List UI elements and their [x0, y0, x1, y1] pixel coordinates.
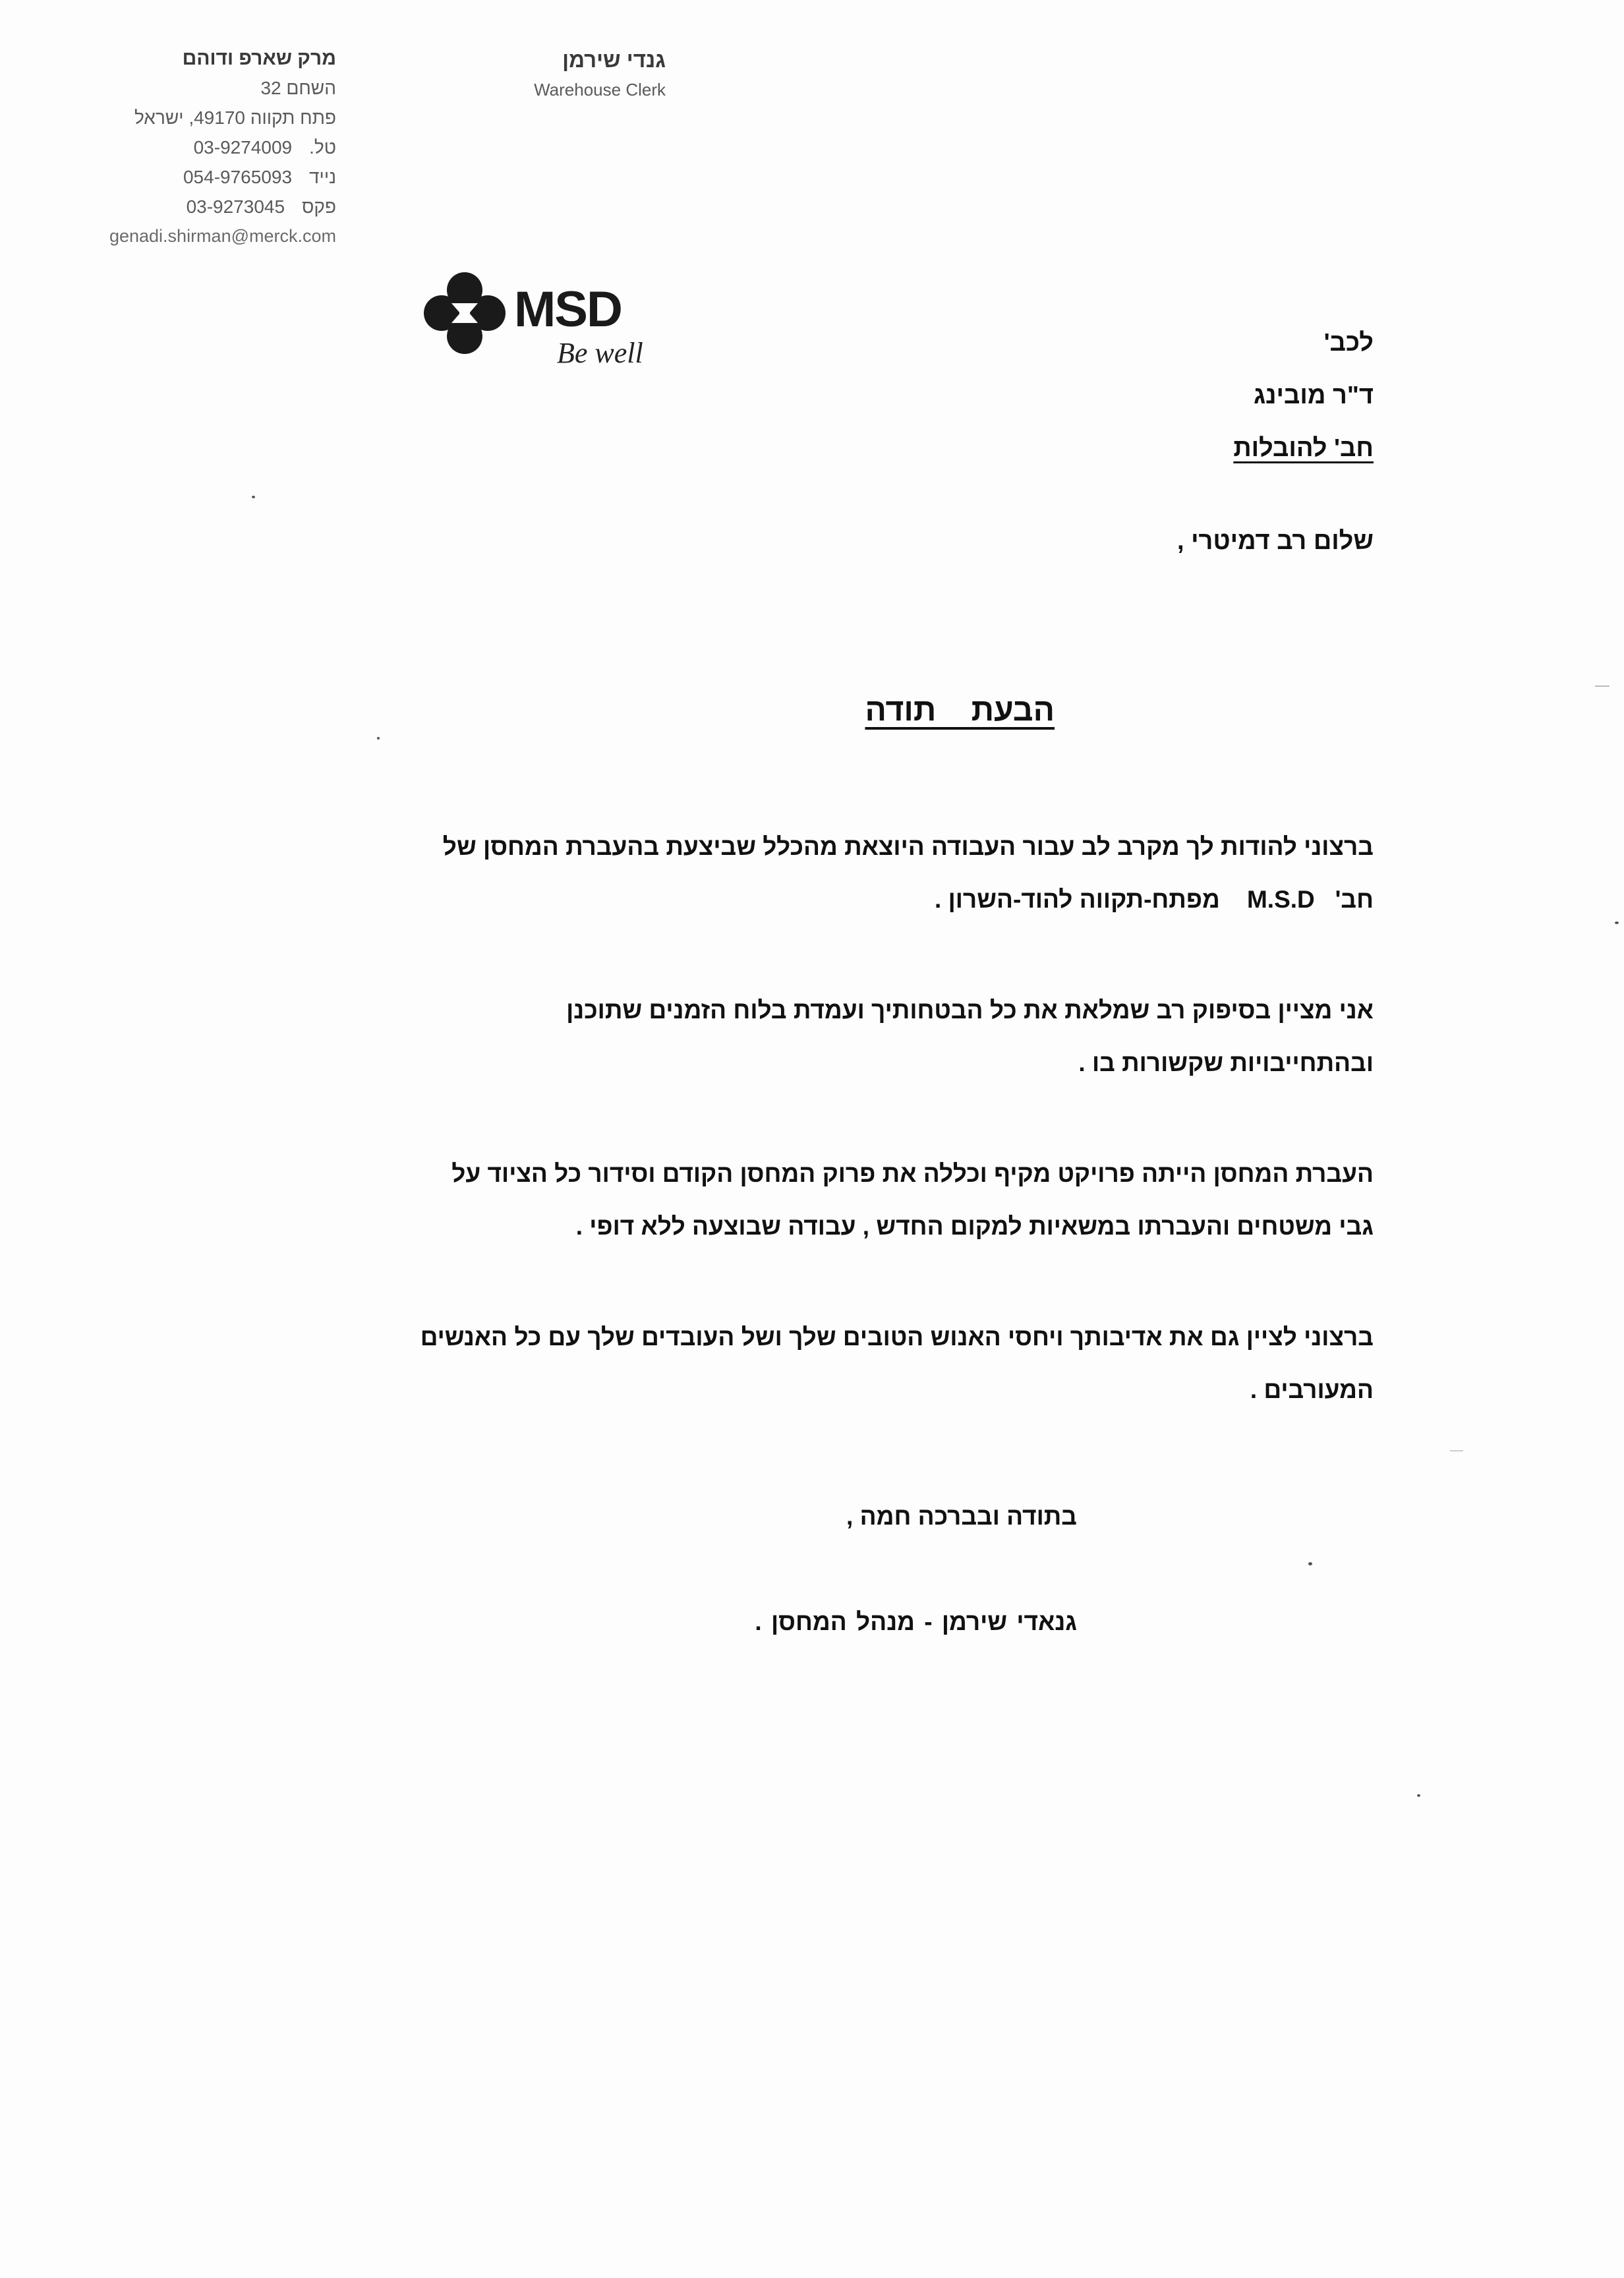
company-abbreviation: M.S.D: [1246, 886, 1315, 913]
paragraph-3: [306, 1148, 1374, 1253]
addressee-company: חב' להובלות: [1233, 434, 1374, 462]
subject-title: הבעת תודה: [865, 693, 1055, 728]
company-name: מרק שארפ ודוהם: [182, 47, 336, 69]
paragraph-1-line-1: ברצוני להודות לך מקרב לב עבור העבודה היוצאת מהכלל שביצעת בהעברת המחסן של: [442, 833, 1374, 860]
addressee-block: [1233, 316, 1374, 475]
paragraph-1-line-2-suffix: מפתח-תקווה להוד-השרון .: [935, 886, 1220, 913]
scan-speck: [1595, 686, 1610, 687]
letter-body: [306, 821, 1374, 1475]
logo-tagline: Be well: [557, 337, 643, 369]
sender-block: [501, 44, 666, 103]
paragraph-2: [306, 984, 1374, 1090]
scan-speck: [252, 496, 255, 498]
phone-number: 03-9274009: [193, 137, 293, 158]
msd-logo: [422, 270, 672, 376]
fax-label: פקס: [302, 196, 336, 217]
paragraph-1-line-2-prefix: חב': [1335, 886, 1374, 913]
addressee-to: לכב': [1323, 329, 1374, 357]
paragraph-3-line-2: גבי משטחים והעברתו במשאיות למקום החדש , עבודה שבוצעה ללא דופי .: [575, 1213, 1374, 1240]
greeting: שלום רב דמיטרי ,: [1176, 527, 1374, 555]
phone-label: טל.: [309, 137, 336, 158]
sender-title: Warehouse Clerk: [534, 80, 666, 100]
msd-emblem-icon: [422, 270, 508, 356]
scan-speck: [1417, 1794, 1420, 1797]
paragraph-2-line-1: אני מציין בסיפוק רב שמלאת את כל הבטחותיך ועמדת בלוח הזמנים שתוכנן: [566, 997, 1374, 1024]
paragraph-2-line-2: ובהתחייבויות שקשורות בו .: [1078, 1049, 1374, 1076]
paragraph-4: [306, 1311, 1374, 1416]
phone-line: [86, 132, 336, 162]
scan-speck: [377, 737, 380, 740]
closing-line: בתודה ובברכה חמה ,: [846, 1503, 1077, 1530]
email-address: genadi.shirman@merck.com: [109, 226, 336, 246]
mobile-number: 054-9765093: [183, 167, 293, 187]
paragraph-1: [306, 821, 1374, 926]
paragraph-4-line-2: המעורבים .: [1250, 1376, 1374, 1403]
scan-speck: [1450, 1450, 1463, 1451]
fax-number: 03-9273045: [186, 196, 285, 217]
city-line: פתח תקווה 49170, ישראל: [134, 107, 336, 128]
scan-speck: [1615, 921, 1619, 924]
logo-wordmark: MSD: [514, 281, 622, 337]
signature-line: גנאדי שירמן - מנהל המחסן .: [755, 1608, 1077, 1635]
scan-speck: [1308, 1562, 1312, 1565]
fax-line: [86, 192, 336, 221]
addressee-name: ד"ר מובינג: [1253, 382, 1374, 409]
sender-name: גנדי שירמן: [562, 47, 666, 72]
paragraph-4-line-1: ברצוני לציין גם את אדיבותך ויחסי האנוש הטובים שלך ושל העובדים שלך עם כל האנשים: [420, 1324, 1374, 1351]
paragraph-3-line-1: העברת המחסן הייתה פרויקט מקיף וכללה את פרוק המחסן הקודם וסידור כל הציוד על: [451, 1160, 1374, 1187]
mobile-line: [86, 162, 336, 192]
company-contact-block: [86, 44, 336, 251]
street-address: השחם 32: [260, 78, 336, 98]
mobile-label: נייד: [309, 167, 336, 187]
